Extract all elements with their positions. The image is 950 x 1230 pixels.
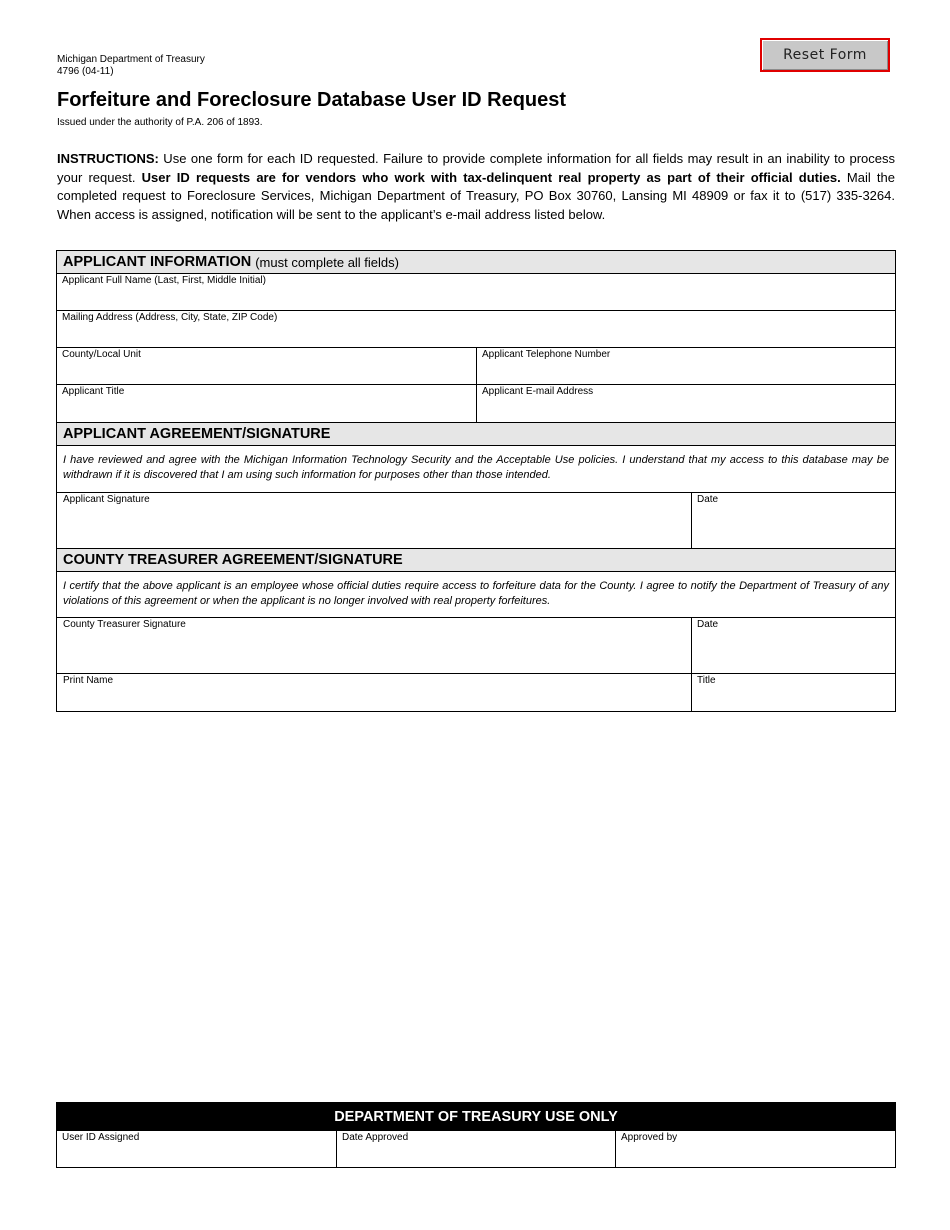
applicant-agreement-text-row: [57, 446, 895, 493]
print-name-cell: [57, 674, 691, 711]
telephone-label: Applicant Telephone Number: [482, 349, 611, 360]
print-name-label: Print Name: [63, 675, 114, 686]
applicant-info-title: APPLICANT INFORMATION: [63, 254, 252, 270]
instructions-text-1: Use one form for each ID requested. Failure to provide complete information for all fields may result in an inability to process your request.: [57, 151, 895, 185]
applicant-date-field[interactable]: [696, 527, 891, 545]
applicant-signature-field[interactable]: [61, 527, 687, 545]
date-approved-field[interactable]: [341, 1146, 611, 1164]
form-header: [57, 54, 205, 78]
treasurer-signature-row: [57, 618, 895, 674]
applicant-agreement-text: I have reviewed and agree with the Michigan Information Technology Security and the Acceptable Use policies. I understand that my access to this database may be withdrawn if it is discovered that I am using such information for purposes other than those intended.: [63, 454, 889, 481]
full-name-label: Applicant Full Name (Last, First, Middle Initial): [62, 275, 266, 286]
applicant-date-label: Date: [697, 494, 719, 505]
treasurer-date-label: Date: [697, 619, 719, 630]
agency-name: Michigan Department of Treasury: [57, 54, 205, 65]
county-cell: [57, 348, 476, 384]
title-email-row: [57, 385, 895, 423]
date-approved-cell: [336, 1131, 615, 1167]
approved-by-field[interactable]: [620, 1146, 891, 1164]
applicant-title-label: Applicant Title: [62, 386, 125, 397]
full-name-field[interactable]: [61, 289, 891, 307]
applicant-agreement-title: APPLICANT AGREEMENT/SIGNATURE: [63, 426, 331, 442]
county-field[interactable]: [61, 363, 472, 381]
applicant-signature-label: Applicant Signature: [63, 494, 150, 505]
form-number: 4796 (04-11): [57, 66, 114, 77]
treasurer-agreement-text: I certify that the above applicant is an employee whose official duties require access to forfeiture data for the County. I agree to notify the Department of Treasury of any violations of this agreement or when the applicant is no longer involved with real property forfeitures.: [63, 580, 889, 607]
treasurer-title-label: Title: [697, 675, 716, 686]
treasurer-title-cell: [691, 674, 895, 711]
telephone-cell: [476, 348, 895, 384]
applicant-title-cell: [57, 385, 476, 422]
treasurer-date-field[interactable]: [696, 652, 891, 670]
mailing-address-field[interactable]: [61, 326, 891, 344]
treasurer-title-field[interactable]: [696, 690, 891, 708]
instructions-bold-text: User ID requests are for vendors who work with tax-delinquent real property as part of their official duties.: [141, 169, 841, 185]
treasurer-signature-cell: [57, 618, 691, 673]
instructions-text-2: Mail the completed request to Foreclosure Services, Michigan Department of Treasury, PO Box 30760, Lansing MI 48909 or fax it to (517) 335-3264. When access is assigned, notification will be sent to the applicant’s e-mail address listed below.: [57, 169, 895, 222]
print-name-row: [57, 674, 895, 711]
department-use-heading: DEPARTMENT OF TREASURY USE ONLY: [57, 1103, 895, 1131]
instructions-label: INSTRUCTIONS:: [57, 151, 159, 166]
print-name-field[interactable]: [61, 690, 687, 708]
treasurer-date-cell: [691, 618, 895, 673]
department-use-box: [56, 1102, 896, 1168]
reset-form-button[interactable]: Reset Form: [760, 38, 890, 72]
applicant-date-cell: [691, 493, 895, 548]
email-cell: [476, 385, 895, 422]
treasurer-signature-field[interactable]: [61, 652, 687, 670]
instructions-paragraph: [57, 150, 895, 224]
telephone-field[interactable]: [481, 363, 891, 381]
department-use-row: [57, 1131, 895, 1167]
county-label: County/Local Unit: [62, 349, 141, 360]
main-form: [56, 250, 896, 712]
full-name-row: [57, 274, 895, 311]
authority-note: Issued under the authority of P.A. 206 of 1893.: [57, 117, 263, 128]
email-label: Applicant E-mail Address: [482, 386, 594, 397]
applicant-signature-cell: [57, 493, 691, 548]
approved-by-cell: [615, 1131, 895, 1167]
mailing-address-row: [57, 311, 895, 348]
user-id-label: User ID Assigned: [62, 1132, 140, 1143]
applicant-info-subtitle: (must complete all fields): [255, 254, 399, 270]
treasurer-signature-label: County Treasurer Signature: [63, 619, 186, 630]
applicant-info-heading: [57, 251, 895, 274]
applicant-title-field[interactable]: [61, 401, 472, 419]
user-id-field[interactable]: [61, 1146, 332, 1164]
approved-by-label: Approved by: [621, 1132, 678, 1143]
treasurer-agreement-text-row: [57, 572, 895, 618]
page-title: Forfeiture and Foreclosure Database User ID Request: [57, 89, 567, 111]
email-field[interactable]: [481, 401, 891, 419]
date-approved-label: Date Approved: [342, 1132, 409, 1143]
applicant-agreement-heading: [57, 423, 895, 446]
mailing-address-cell: [57, 311, 895, 347]
full-name-cell: [57, 274, 895, 310]
treasurer-agreement-heading: [57, 549, 895, 572]
county-phone-row: [57, 348, 895, 385]
treasurer-agreement-title: COUNTY TREASURER AGREEMENT/SIGNATURE: [63, 552, 403, 568]
applicant-signature-row: [57, 493, 895, 549]
mailing-address-label: Mailing Address (Address, City, State, ZIP Code): [62, 312, 278, 323]
user-id-cell: [57, 1131, 336, 1167]
